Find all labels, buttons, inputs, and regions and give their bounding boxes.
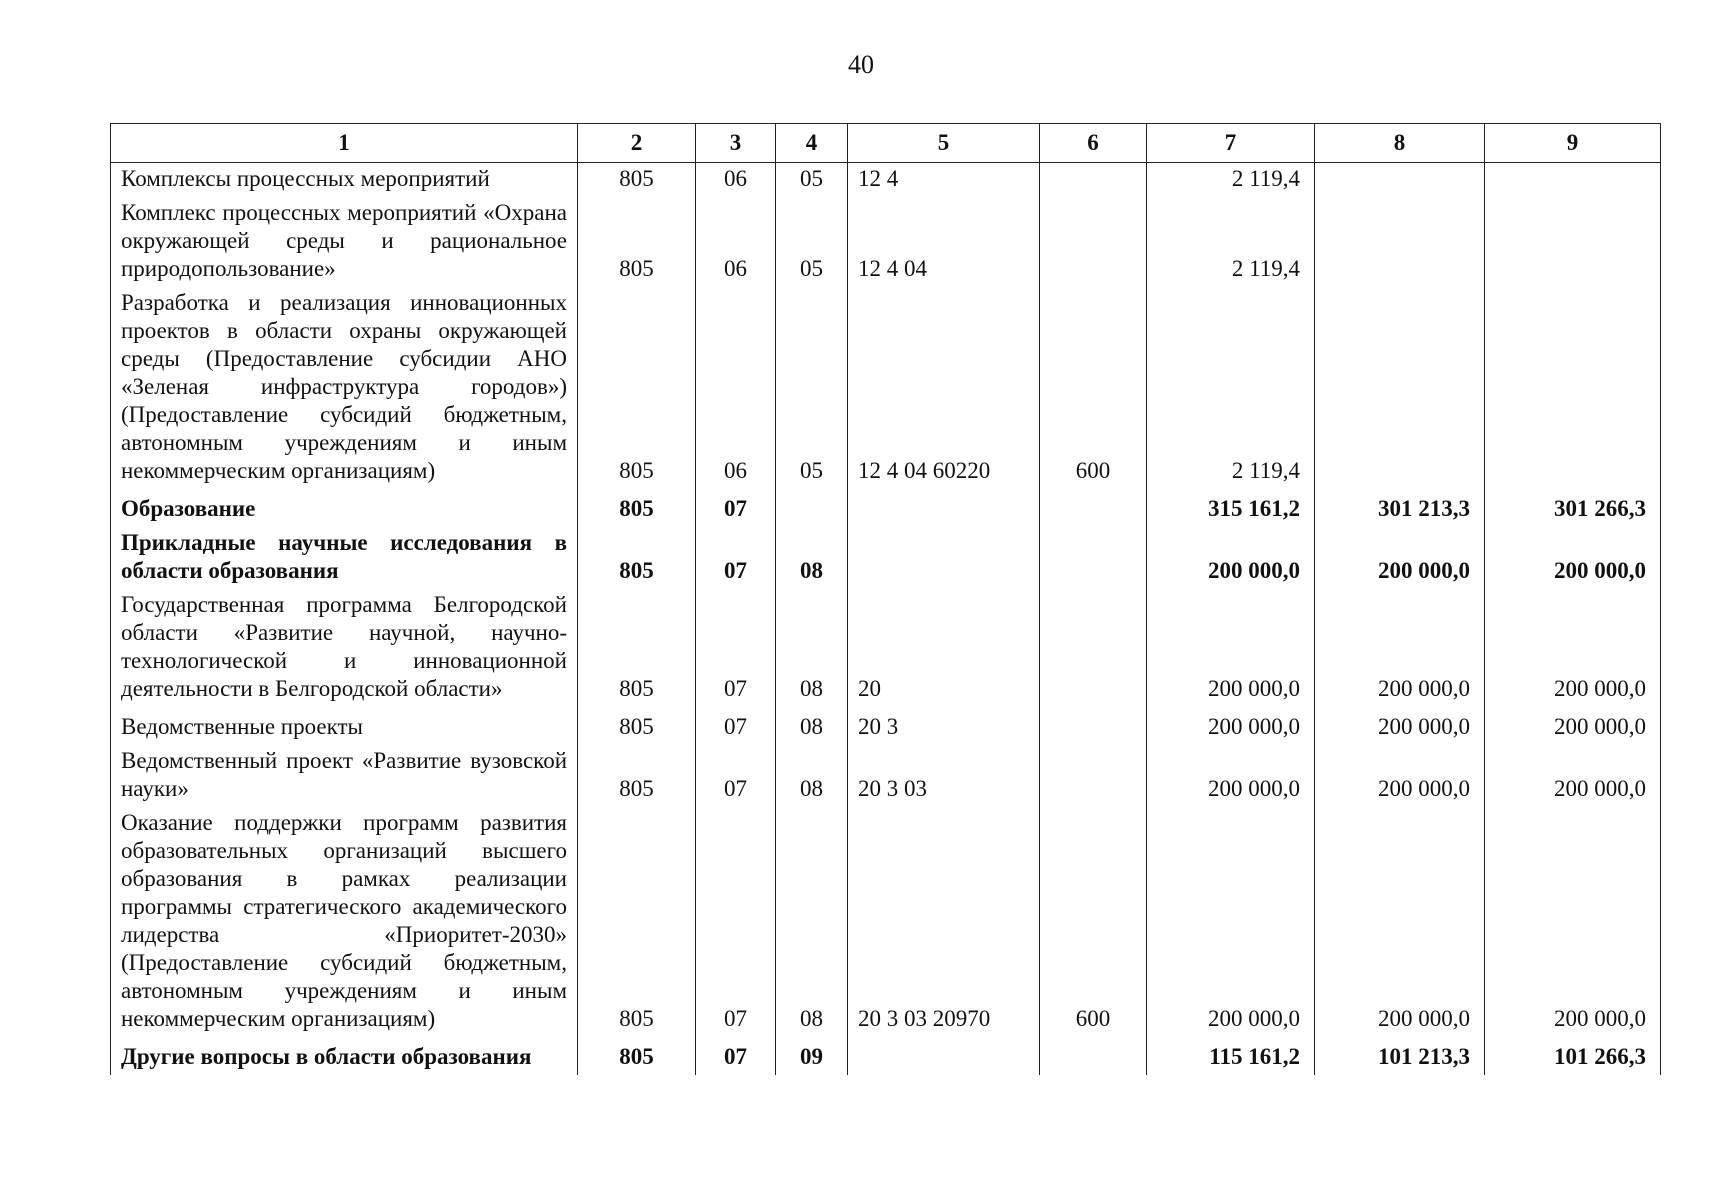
- column-header: 7: [1147, 124, 1315, 163]
- subsection-code: 08: [776, 807, 848, 1037]
- target-article-code: 20 3 03 20970: [848, 807, 1040, 1037]
- expense-type-code: [1040, 527, 1147, 589]
- row-name: Ведомственный проект «Развитие вузовской науки»: [111, 745, 578, 807]
- target-article-code: 12 4 04 60220: [848, 287, 1040, 489]
- section-code: 06: [696, 287, 776, 489]
- subsection-code: [776, 489, 848, 527]
- section-code: 07: [696, 589, 776, 707]
- amount-col9: 301 266,3: [1485, 489, 1661, 527]
- table-row: [111, 489, 1661, 527]
- amount-col8: 101 213,3: [1315, 1037, 1485, 1075]
- page-number: 40: [848, 50, 874, 79]
- row-name: Комплексы процессных мероприятий: [111, 163, 578, 198]
- column-header: 4: [776, 124, 848, 163]
- target-article-code: 20: [848, 589, 1040, 707]
- section-code: 07: [696, 527, 776, 589]
- ministry-code: 805: [578, 197, 696, 287]
- ministry-code: 805: [578, 589, 696, 707]
- table-header-row: [111, 124, 1661, 163]
- amount-col8: 200 000,0: [1315, 745, 1485, 807]
- ministry-code: 805: [578, 489, 696, 527]
- budget-table: [110, 123, 1661, 1075]
- column-header: 9: [1485, 124, 1661, 163]
- expense-type-code: [1040, 707, 1147, 745]
- amount-col9: 200 000,0: [1485, 745, 1661, 807]
- table-row: [111, 1037, 1661, 1075]
- expense-type-code: [1040, 589, 1147, 707]
- amount-col7: 200 000,0: [1147, 745, 1315, 807]
- expense-type-code: [1040, 489, 1147, 527]
- row-name: Другие вопросы в области образования: [111, 1037, 578, 1075]
- amount-col9: [1485, 197, 1661, 287]
- target-article-code: [848, 527, 1040, 589]
- subsection-code: 08: [776, 527, 848, 589]
- section-code: 07: [696, 1037, 776, 1075]
- row-name: Прикладные научные исследования в области образования: [111, 527, 578, 589]
- row-name: Оказание поддержки программ развития образовательных организаций высшего образования в рамках реализации программы стратегического академического лидерства «Приоритет-2030» (Предоставление субсидий бюджетным, автономным учреждениям и иным некоммерческим организациям): [111, 807, 578, 1037]
- row-name: Государственная программа Белгородской области «Развитие научной, научно-технологической и инновационной деятельности в Белгородской области»: [111, 589, 578, 707]
- amount-col8: [1315, 287, 1485, 489]
- row-name: Ведомственные проекты: [111, 707, 578, 745]
- amount-col7: 200 000,0: [1147, 527, 1315, 589]
- table-row: [111, 589, 1661, 707]
- ministry-code: 805: [578, 1037, 696, 1075]
- amount-col9: [1485, 287, 1661, 489]
- amount-col9: [1485, 163, 1661, 198]
- table-row: [111, 707, 1661, 745]
- amount-col7: 200 000,0: [1147, 707, 1315, 745]
- amount-col7: 200 000,0: [1147, 807, 1315, 1037]
- amount-col8: 200 000,0: [1315, 807, 1485, 1037]
- amount-col9: 200 000,0: [1485, 527, 1661, 589]
- amount-col7: 315 161,2: [1147, 489, 1315, 527]
- column-header: 5: [848, 124, 1040, 163]
- section-code: 06: [696, 197, 776, 287]
- row-name: Комплекс процессных мероприятий «Охрана окружающей среды и рациональное природопользование»: [111, 197, 578, 287]
- expense-type-code: [1040, 163, 1147, 198]
- amount-col9: 200 000,0: [1485, 707, 1661, 745]
- expense-type-code: [1040, 1037, 1147, 1075]
- column-header: 3: [696, 124, 776, 163]
- subsection-code: 09: [776, 1037, 848, 1075]
- expense-type-code: 600: [1040, 287, 1147, 489]
- subsection-code: 05: [776, 163, 848, 198]
- amount-col9: 200 000,0: [1485, 807, 1661, 1037]
- amount-col8: 200 000,0: [1315, 707, 1485, 745]
- subsection-code: 05: [776, 197, 848, 287]
- section-code: 07: [696, 745, 776, 807]
- amount-col7: 2 119,4: [1147, 163, 1315, 198]
- section-code: 07: [696, 489, 776, 527]
- row-name: Образование: [111, 489, 578, 527]
- amount-col8: 301 213,3: [1315, 489, 1485, 527]
- amount-col8: [1315, 197, 1485, 287]
- subsection-code: 08: [776, 707, 848, 745]
- ministry-code: 805: [578, 287, 696, 489]
- amount-col8: 200 000,0: [1315, 589, 1485, 707]
- ministry-code: 805: [578, 745, 696, 807]
- table-row: [111, 163, 1661, 198]
- expense-type-code: 600: [1040, 807, 1147, 1037]
- subsection-code: 08: [776, 589, 848, 707]
- column-header: 1: [111, 124, 578, 163]
- table-row: [111, 745, 1661, 807]
- table-row: [111, 807, 1661, 1037]
- table-row: [111, 287, 1661, 489]
- column-header: 6: [1040, 124, 1147, 163]
- column-header: 2: [578, 124, 696, 163]
- subsection-code: 08: [776, 745, 848, 807]
- ministry-code: 805: [578, 807, 696, 1037]
- ministry-code: 805: [578, 707, 696, 745]
- amount-col8: [1315, 163, 1485, 198]
- expense-type-code: [1040, 197, 1147, 287]
- target-article-code: 12 4: [848, 163, 1040, 198]
- amount-col7: 2 119,4: [1147, 287, 1315, 489]
- section-code: 07: [696, 807, 776, 1037]
- target-article-code: [848, 1037, 1040, 1075]
- table-row: [111, 197, 1661, 287]
- section-code: 06: [696, 163, 776, 198]
- amount-col7: 115 161,2: [1147, 1037, 1315, 1075]
- amount-col7: 200 000,0: [1147, 589, 1315, 707]
- amount-col8: 200 000,0: [1315, 527, 1485, 589]
- expense-type-code: [1040, 745, 1147, 807]
- target-article-code: 12 4 04: [848, 197, 1040, 287]
- target-article-code: 20 3: [848, 707, 1040, 745]
- target-article-code: [848, 489, 1040, 527]
- ministry-code: 805: [578, 163, 696, 198]
- section-code: 07: [696, 707, 776, 745]
- amount-col9: 101 266,3: [1485, 1037, 1661, 1075]
- column-header: 8: [1315, 124, 1485, 163]
- amount-col7: 2 119,4: [1147, 197, 1315, 287]
- target-article-code: 20 3 03: [848, 745, 1040, 807]
- row-name: Разработка и реализация инновационных проектов в области охраны окружающей среды (Предоставление субсидии АНО «Зеленая инфраструктура городов») (Предоставление субсидий бюджетным, автономным учреждениям и иным некоммерческим организациям): [111, 287, 578, 489]
- ministry-code: 805: [578, 527, 696, 589]
- amount-col9: 200 000,0: [1485, 589, 1661, 707]
- subsection-code: 05: [776, 287, 848, 489]
- table-row: [111, 527, 1661, 589]
